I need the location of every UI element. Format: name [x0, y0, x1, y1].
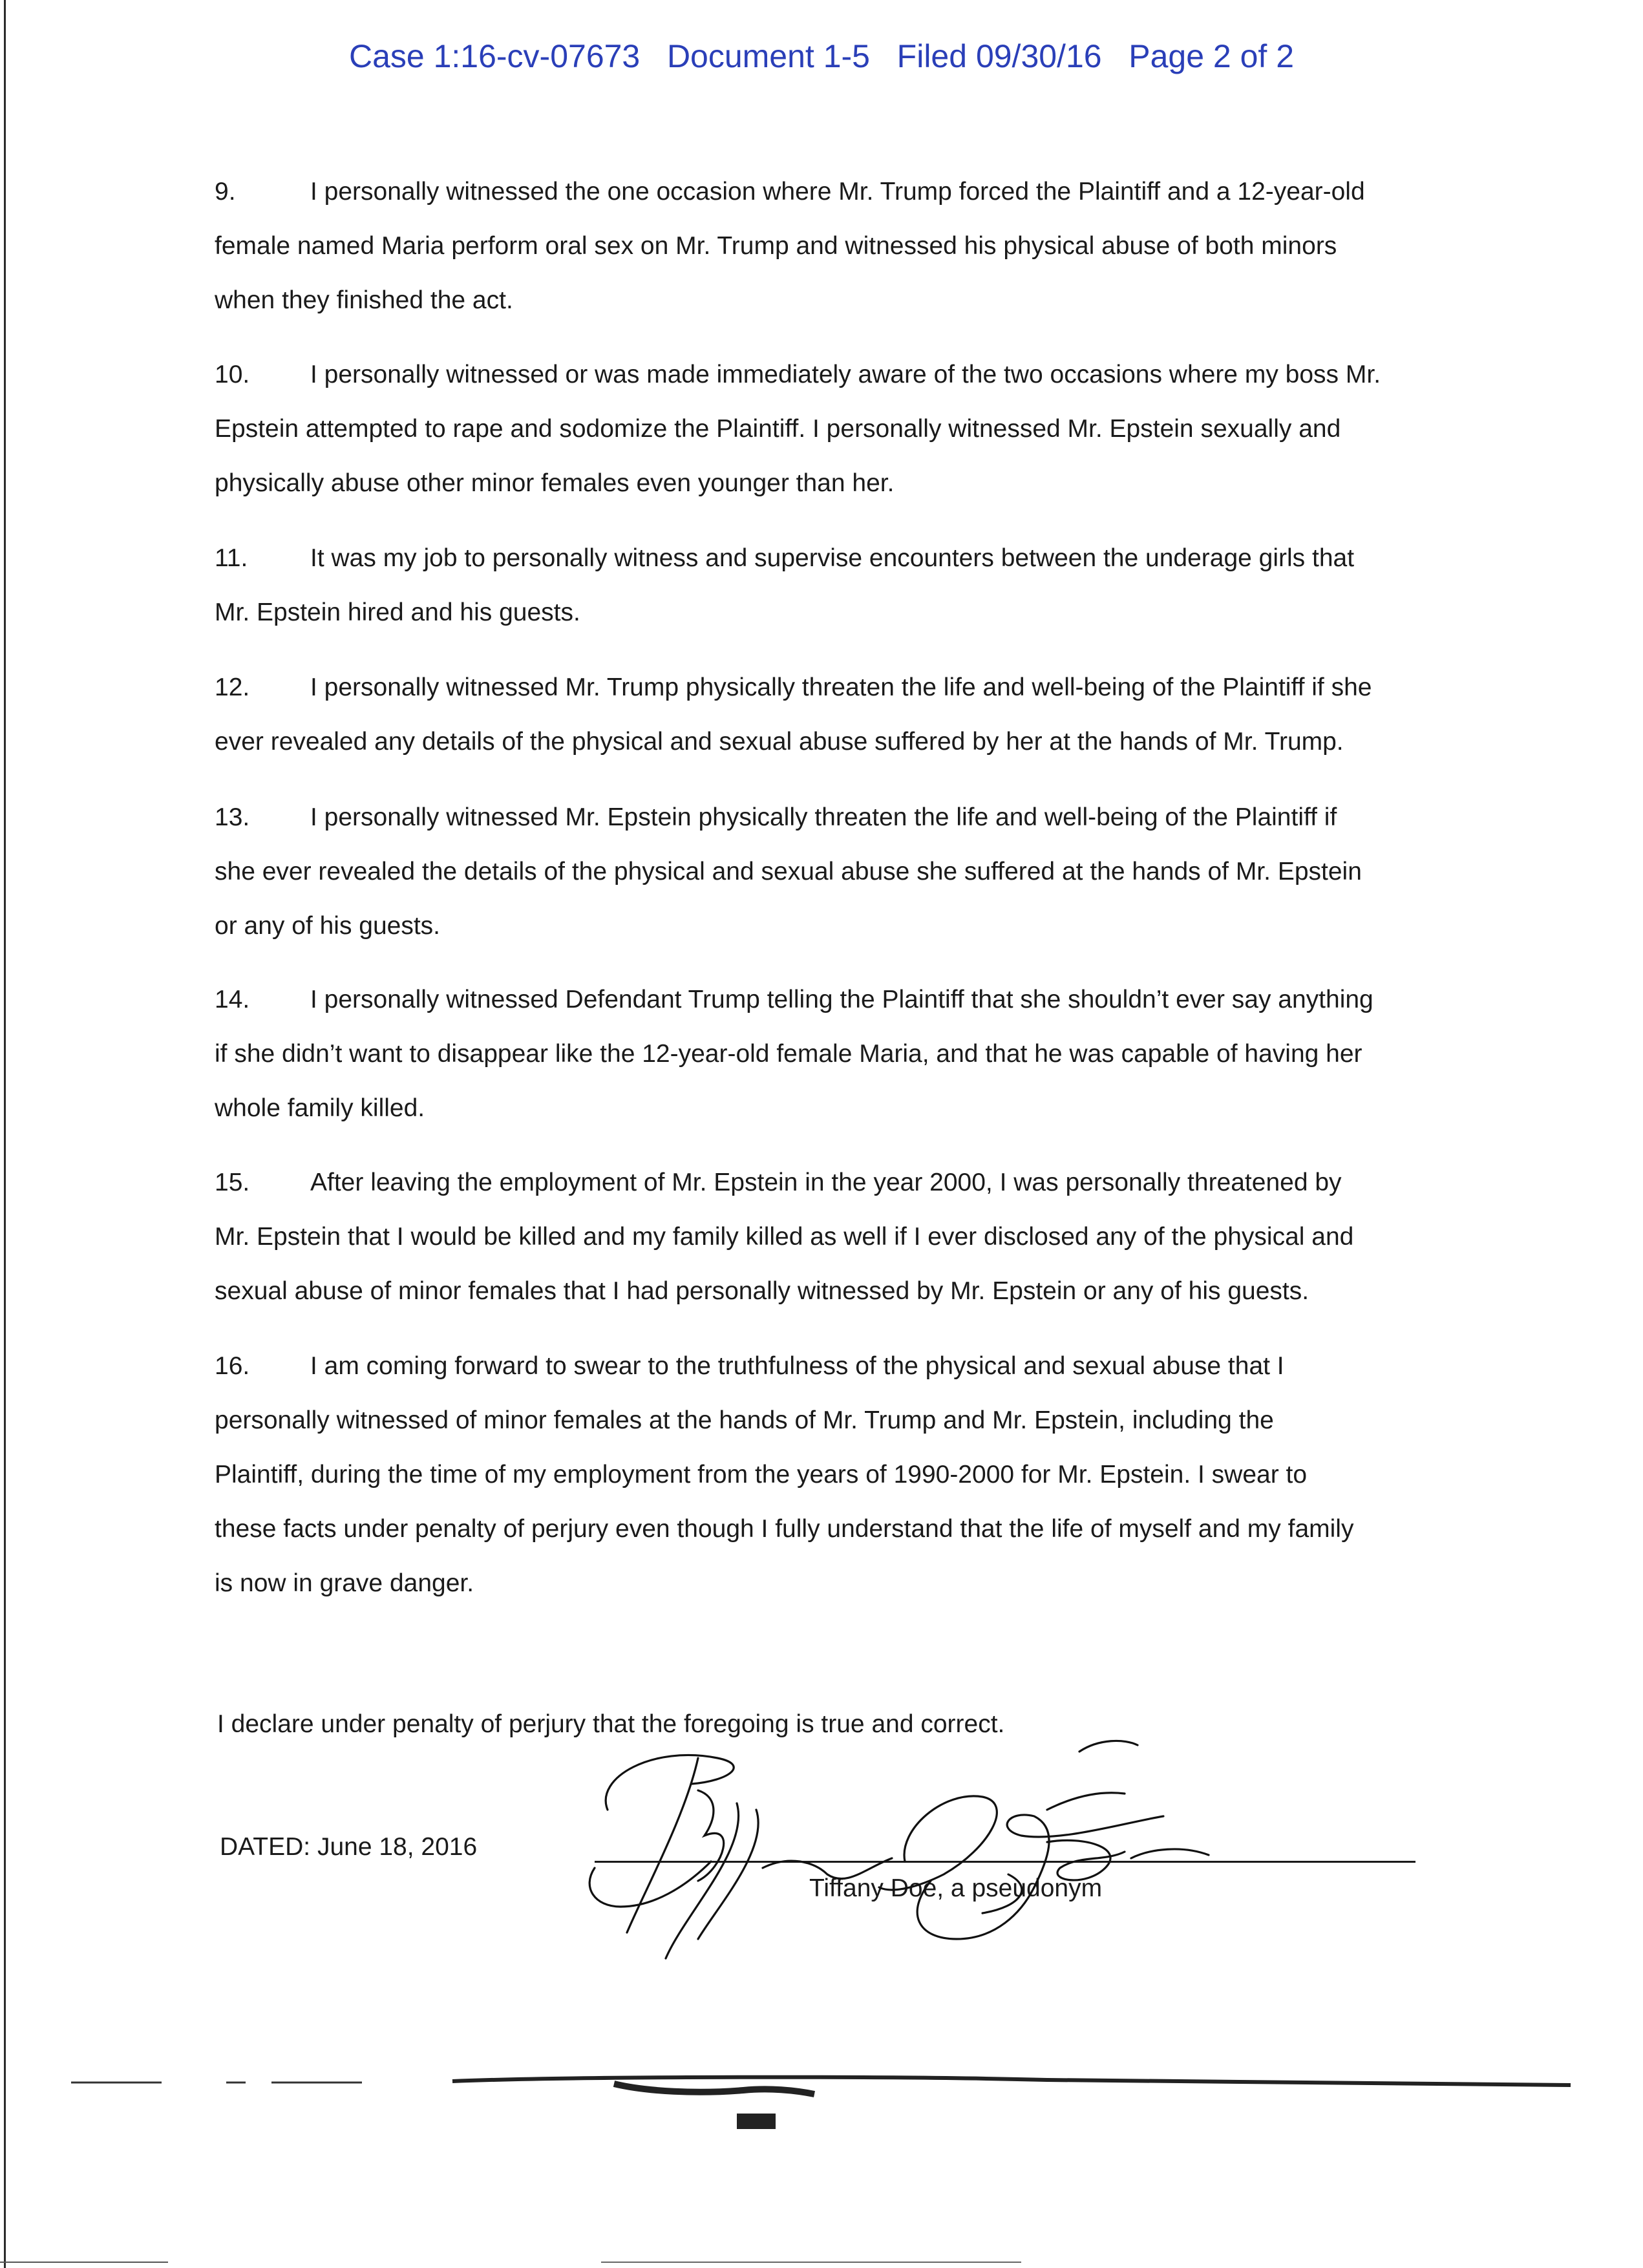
paragraph-text: After leaving the employment of Mr. Epstein in the year 2000, I was personally threatened by — [310, 1169, 1342, 1196]
paragraph-text: she ever revealed the details of the physical and sexual abuse she suffered at the hands of Mr. Epstein — [215, 858, 1362, 885]
declaration-statement: I declare under penalty of perjury that the foregoing is true and correct. — [217, 1710, 1005, 1738]
paragraph-text: Plaintiff, during the time of my employment from the years of 1990-2000 for Mr. Epstein. I swear to — [215, 1461, 1308, 1489]
numbered-paragraph — [215, 1156, 1507, 1319]
dated-line: DATED: June 18, 2016 — [220, 1833, 478, 1861]
paragraph-text: whole family killed. — [215, 1094, 425, 1122]
paragraph-text: Mr. Epstein hired and his guests. — [215, 599, 580, 626]
paragraph-line — [215, 456, 1507, 511]
paragraph-line — [215, 348, 1507, 402]
numbered-paragraph — [215, 348, 1507, 511]
paragraph-line — [215, 273, 1507, 328]
document-number: Document 1-5 — [666, 38, 870, 74]
paragraph-line — [215, 1339, 1507, 1394]
paragraph-text: personally witnessed of minor females at the hands of Mr. Trump and Mr. Epstein, including the — [215, 1406, 1274, 1434]
paragraph-line — [215, 661, 1507, 715]
paragraph-number: 14. — [215, 986, 250, 1013]
paragraph-line — [215, 1448, 1507, 1502]
paragraph-text: Epstein attempted to rape and sodomize the Plaintiff. I personally witnessed Mr. Epstein sexually and — [215, 415, 1341, 443]
paragraph-text: female named Maria perform oral sex on Mr. Trump and witnessed his physical abuse of both minors — [215, 232, 1337, 260]
scan-left-edge — [4, 0, 6, 2268]
paragraph-line — [215, 1156, 1507, 1210]
scan-artifacts — [0, 2068, 1643, 2268]
paragraph-line — [215, 715, 1507, 769]
paragraph-line — [215, 790, 1507, 845]
paragraph-line — [215, 845, 1507, 899]
paragraph-text: when they finished the act. — [215, 286, 513, 314]
paragraph-text: Mr. Epstein that I would be killed and my family killed as well if I ever disclosed any of the physical and — [215, 1223, 1354, 1251]
numbered-paragraph — [215, 790, 1507, 953]
paragraph-number: 10. — [215, 361, 250, 388]
signer-name: Tiffany Doe, a pseudonym — [809, 1874, 1103, 1902]
paragraph-text: I am coming forward to swear to the truthfulness of the physical and sexual abuse that I — [310, 1352, 1284, 1380]
paragraph-text: if she didn’t want to disappear like the 12-year-old female Maria, and that he was capable of having her — [215, 1040, 1362, 1068]
paragraph-text: I personally witnessed Mr. Epstein physically threaten the life and well-being of the Plaintiff if — [310, 803, 1337, 831]
paragraph-text: It was my job to personally witness and supervise encounters between the underage girls that — [310, 544, 1355, 572]
paragraph-number: 13. — [215, 803, 250, 831]
case-header — [0, 37, 1643, 75]
paragraph-text: I personally witnessed the one occasion where Mr. Trump forced the Plaintiff and a 12-year-old — [310, 178, 1365, 206]
paragraph-text: I personally witnessed or was made immediately aware of the two occasions where my boss Mr. — [310, 361, 1381, 388]
paragraph-line — [215, 402, 1507, 456]
paragraph-number: 9. — [215, 178, 236, 206]
handwritten-signature — [569, 1719, 1293, 1965]
paragraph-text: ever revealed any details of the physical and sexual abuse suffered by her at the hands of Mr. Trump. — [215, 728, 1344, 756]
paragraph-line — [215, 1081, 1507, 1136]
paragraph-text: I personally witnessed Mr. Trump physically threaten the life and well-being of the Plaintiff if she — [310, 673, 1372, 701]
paragraph-line — [215, 899, 1507, 953]
paragraph-text: is now in grave danger. — [215, 1569, 474, 1597]
paragraph-text: I personally witnessed Defendant Trump telling the Plaintiff that she shouldn’t ever say anything — [310, 986, 1373, 1013]
numbered-paragraph — [215, 165, 1507, 328]
case-number: Case 1:16-cv-07673 — [348, 38, 641, 74]
page-number: Page 2 of 2 — [1129, 38, 1295, 74]
paragraph-line — [215, 531, 1507, 586]
paragraph-text: these facts under penalty of perjury even though I fully understand that the life of myself and my family — [215, 1515, 1354, 1543]
paragraph-text: physically abuse other minor females even younger than her. — [215, 469, 895, 497]
numbered-paragraph — [215, 973, 1507, 1136]
paragraph-line — [215, 219, 1507, 273]
paragraph-line — [215, 165, 1507, 219]
paragraph-text: sexual abuse of minor females that I had personally witnessed by Mr. Epstein or any of his guests. — [215, 1277, 1309, 1305]
paragraph-line — [215, 1210, 1507, 1264]
paragraph-line — [215, 1027, 1507, 1081]
numbered-paragraph — [215, 1339, 1507, 1611]
paragraph-number: 11. — [215, 544, 248, 572]
numbered-paragraph — [215, 661, 1507, 769]
paragraph-line — [215, 1502, 1507, 1556]
paragraph-line — [215, 1394, 1507, 1448]
paragraph-line — [215, 973, 1507, 1027]
paragraph-number: 15. — [215, 1169, 250, 1196]
paragraph-line — [215, 586, 1507, 640]
numbered-paragraph — [215, 531, 1507, 640]
paragraph-line — [215, 1556, 1507, 1611]
paragraph-number: 12. — [215, 673, 250, 701]
paragraph-line — [215, 1264, 1507, 1319]
paragraph-text: or any of his guests. — [215, 912, 441, 940]
paragraph-number: 16. — [215, 1352, 250, 1380]
filed-date: Filed 09/30/16 — [896, 38, 1102, 74]
